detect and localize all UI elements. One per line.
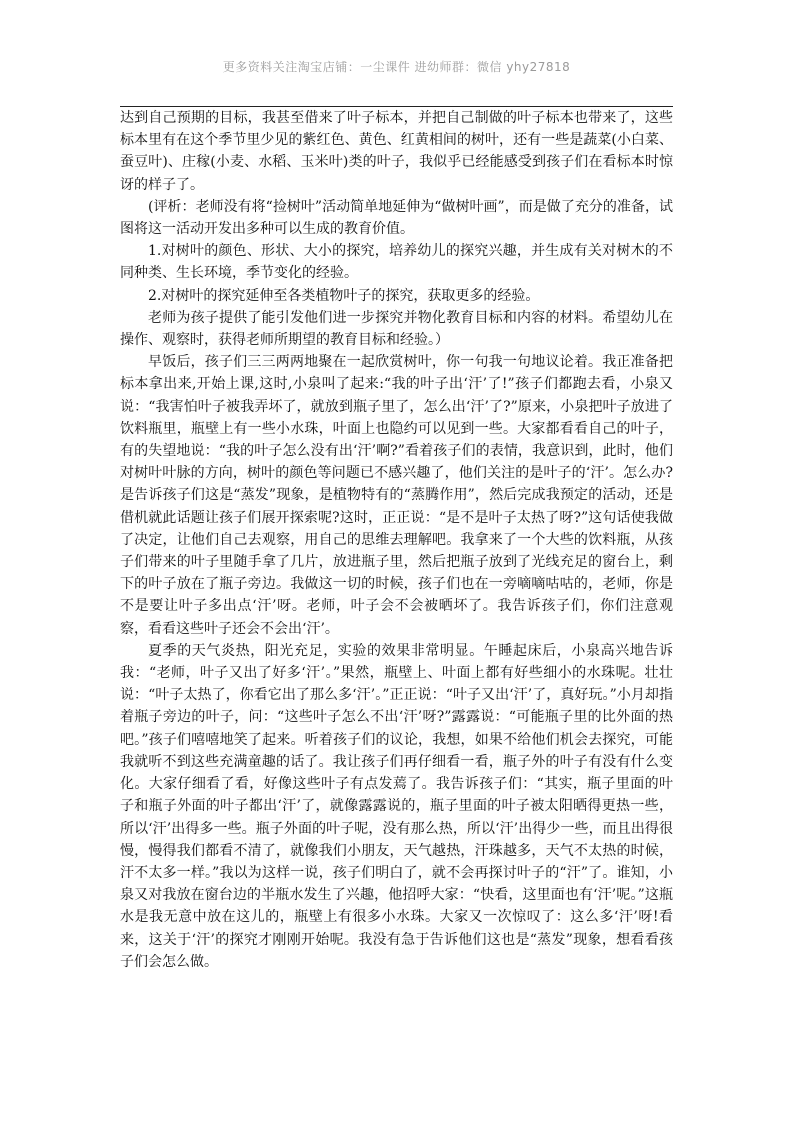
paragraph-7: 夏季的天气炎热，阳光充足，实验的效果非常明显。午睡起床后，小泉高兴地告诉我：“老师，叶子又出了好多‘汗’。”果然，瓶壁上、叶面上都有好些细小的水珠呢。壮壮说：“叶子太热了，你看它出了那么多‘汗’。”正正说：“叶子又出‘汗’了，真好玩。”小月却指着瓶子旁边的叶子，问：“这些叶子怎么不出‘汗’呀?”露露说：“可能瓶子里的比外面的热吧。”孩子们嘻嘻地笑了起来。听着孩子们的议论，我想，如果不给他们机会去探究，可能我就听不到这些充满童趣的话了。我让孩子们再仔细看一看，瓶子外的叶子有没有什么变化。大家仔细看了看，好像这些叶子有点发蔫了。我告诉孩子们：“其实，瓶子里面的叶子和瓶子外面的叶子都出‘汗’了，就像露露说的，瓶子里面的叶子被太阳晒得更热一些，所以‘汗’出得多一些。瓶子外面的叶子呢，没有那么热，所以‘汗’出得少一些，而且出得很慢，慢得我们都看不清了，就像我们小朋友，天气越热，汗珠越多，天气不太热的时候，汗不太多一样。”我以为这样一说，孩子们明白了，就不会再探讨叶子的“汗”了。谁知，小泉又对我放在窗台边的半瓶水发生了兴趣，他招呼大家：“快看，这里面也有‘汗’呢。”这瓶水是我无意中放在这儿的，瓶壁上有很多小水珠。大家又一次惊叹了：这么多‘汗’呀!看来，这关于‘汗’的探究才刚刚开始呢。我没有急于告诉他们这也是“蒸发”现象，想看看孩子们会怎么做。: [120, 642, 673, 970]
paragraph-1: 达到自己预期的目标，我甚至借来了叶子标本，并把自己制做的叶子标本也带来了，这些标本里有在这个季节里少见的紫红色、黄色、红黄相间的树叶，还有一些是蔬菜(小白菜、蚕豆叶)、庄稼(小麦、水稻、玉米叶)类的叶子，我似乎已经能感受到孩子们在看标本时惊讶的样子了。: [120, 110, 673, 193]
paragraph-4: 2.对树叶的探究延伸至各类植物叶子的探究，获取更多的经验。: [148, 287, 540, 304]
paragraph-5: 老师为孩子提供了能引发他们进一步探究并物化教育目标和内容的材料。希望幼儿在操作、观察时，获得老师所期望的教育目标和经验。）: [120, 309, 673, 349]
document-body: [120, 107, 673, 973]
paragraph-2: (评析：老师没有将“捡树叶”活动简单地延伸为“做树叶画”，而是做了充分的准备，试图将这一活动开发出多种可以生成的教育价值。: [120, 198, 673, 238]
paragraph-3: 1.对树叶的颜色、形状、大小的探究，培养幼儿的探究兴趣，并生成有关对树木的不同种类、生长环境，季节变化的经验。: [120, 243, 673, 282]
paragraph-6: 早饭后，孩子们三三两两地聚在一起欣赏树叶，你一句我一句地议论着。我正准备把标本拿出来,开始上课,这时,小泉叫了起来:“我的叶子出‘汗’了!”孩子们都跑去看，小泉又说：“我害怕叶子被我弄坏了，就放到瓶子里了，怎么出‘汗’了?”原来，小泉把叶子放进了饮料瓶里，瓶壁上有一些小水珠，叶面上也隐约可以见到一些。大家都看看自己的叶子，有的失望地说：“我的叶子怎么没有出‘汗’啊?”看着孩子们的表情，我意识到，此时，他们对树叶叶脉的方向，树叶的颜色等问题已不感兴趣了，他们关注的是叶子的‘汗’。怎么办?是告诉孩子们这是“蒸发”现象，是植物特有的“蒸腾作用”，然后完成我预定的活动，还是借机就此话题让孩子们展开探索呢?这时，正正说：“是不是叶子太热了呀?”这句话使我做了决定，让他们自己去观察，用自己的思维去理解吧。我拿来了一个大些的饮料瓶，从孩子们带来的叶子里随手拿了几片，放进瓶子里，然后把瓶子放到了光线充足的窗台上，剩下的叶子放在了瓶子旁边。我做这一切的时候，孩子们也在一旁嘀嘀咕咕的，老师，你是不是要让叶子多出点‘汗’呀。老师，叶子会不会被晒坏了。我告诉孩子们，你们注意观察，看看这些叶子还会不会出‘汗’。: [120, 354, 673, 637]
page-header-watermark: 更多资料关注淘宝店铺：一尘课件 进幼师群：微信 yhy27818: [222, 60, 571, 74]
